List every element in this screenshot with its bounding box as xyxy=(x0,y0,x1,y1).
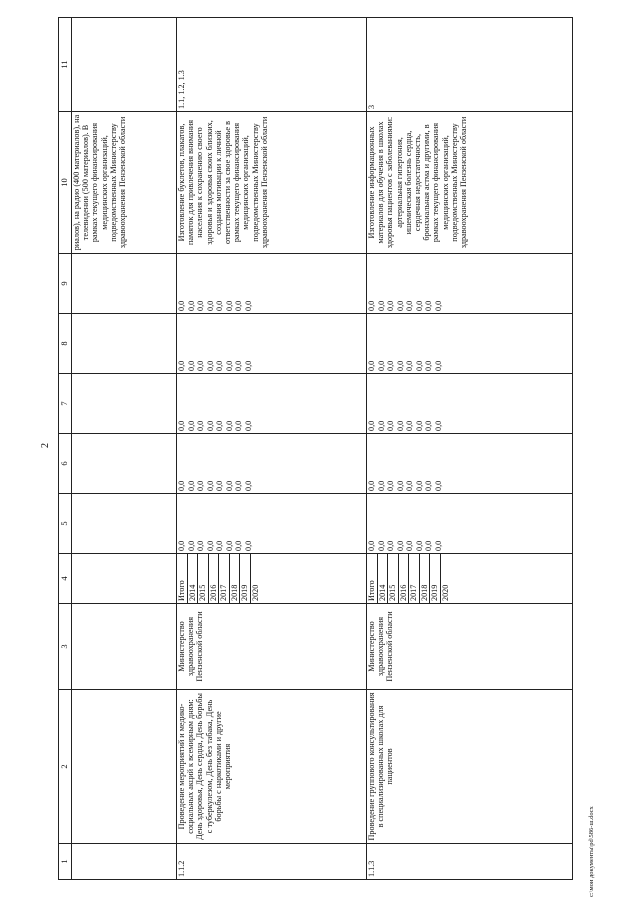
col-header-2: 2 xyxy=(59,690,72,844)
value-cell: 0,0 xyxy=(177,480,186,491)
value-cell: 0,0 xyxy=(405,360,414,371)
value-cell: 0,0 xyxy=(215,540,224,551)
expected-result: Изготовление буклетов, плакатов, памяток для привлечения внимания населения к сохранению своего здоровья и здоровья своих близких, создания мотивации к личной ответственности за свое здоровье в рамках текущего финансирования медицинских организаций, подведомственных Министерству здравоохранения Пензенской области xyxy=(177,112,367,254)
col-header-5: 5 xyxy=(59,494,72,554)
value-cell: 0,0 xyxy=(205,540,215,551)
value-cell: 0,0 xyxy=(215,360,224,371)
funding-col-6 xyxy=(367,434,573,494)
year-cell: 2017 xyxy=(219,554,230,603)
value-cell: 0,0 xyxy=(196,360,205,371)
value-cell: 0,0 xyxy=(367,480,376,491)
year-cell: 2015 xyxy=(388,554,399,603)
value-cell: 0,0 xyxy=(243,360,253,371)
value-cell: 0,0 xyxy=(224,540,234,551)
col-header-4: 4 xyxy=(59,554,72,604)
funding-col-8 xyxy=(177,314,367,374)
value-cell: 0,0 xyxy=(433,360,443,371)
col-header-8: 8 xyxy=(59,314,72,374)
year-cell: 2016 xyxy=(399,554,410,603)
value-cell: 0,0 xyxy=(215,420,224,431)
value-cell: 0,0 xyxy=(414,420,424,431)
value-cell: 0,0 xyxy=(367,360,376,371)
funding-col-6 xyxy=(177,434,367,494)
table-row xyxy=(367,18,573,880)
year-cell: 2017 xyxy=(409,554,420,603)
program-table-sheet xyxy=(58,18,570,880)
value-cell: 0,0 xyxy=(205,480,215,491)
executor: Министерство здравоохранения Пензенской области xyxy=(367,604,573,690)
value-cell: 0,0 xyxy=(186,360,196,371)
value-cell: 0,0 xyxy=(376,360,386,371)
program-table xyxy=(58,17,573,880)
value-cell: 0,0 xyxy=(414,360,424,371)
value-cell: 0,0 xyxy=(215,300,224,311)
value-cell: 0,0 xyxy=(395,420,405,431)
year-cell: 2014 xyxy=(188,554,199,603)
value-cell: 0,0 xyxy=(376,480,386,491)
value-cell: 0,0 xyxy=(186,300,196,311)
value-cell: 0,0 xyxy=(376,540,386,551)
value-cell: 0,0 xyxy=(205,360,215,371)
continuation-row xyxy=(72,18,177,880)
value-cell: 0,0 xyxy=(367,540,376,551)
value-cell: 0,0 xyxy=(414,300,424,311)
value-cell: 0,0 xyxy=(186,420,196,431)
value-cell: 0,0 xyxy=(395,360,405,371)
value-cell: 0,0 xyxy=(424,300,433,311)
years-list xyxy=(367,554,573,604)
value-cell: 0,0 xyxy=(196,420,205,431)
value-cell: 0,0 xyxy=(234,420,243,431)
funding-col-9 xyxy=(177,254,367,314)
value-cell: 0,0 xyxy=(224,300,234,311)
value-cell: 0,0 xyxy=(177,420,186,431)
value-cell: 0,0 xyxy=(243,480,253,491)
year-cell: 2018 xyxy=(230,554,241,603)
row-number: 1.1.3 xyxy=(367,844,573,880)
col-header-9: 9 xyxy=(59,254,72,314)
year-cell: 2014 xyxy=(378,554,389,603)
value-cell: 0,0 xyxy=(395,540,405,551)
value-cell: 0,0 xyxy=(196,480,205,491)
col-header-1: 1 xyxy=(59,844,72,880)
year-cell: 2016 xyxy=(209,554,220,603)
value-cell: 0,0 xyxy=(405,420,414,431)
value-cell: 0,0 xyxy=(424,420,433,431)
table-row xyxy=(177,18,367,880)
year-cell: 2020 xyxy=(250,584,260,601)
continuation-text: риалов), на радио (400 материалов), на телевидении (500 материалов). В рамках текущего финансирования медицинских организаций, подведомственных Министерству здравоохранения Пензенской области xyxy=(72,112,177,254)
value-cell: 0,0 xyxy=(234,540,243,551)
value-cell: 0,0 xyxy=(414,480,424,491)
col-header-6: 6 xyxy=(59,434,72,494)
funding-col-8 xyxy=(367,314,573,374)
value-cell: 0,0 xyxy=(405,540,414,551)
indicator-link: 3 xyxy=(367,18,573,112)
funding-col-5 xyxy=(367,494,573,554)
measure-title: Проведение группового консультирования в специализированных школах для пациентов xyxy=(367,690,573,844)
value-cell: 0,0 xyxy=(405,480,414,491)
value-cell: 0,0 xyxy=(186,540,196,551)
value-cell: 0,0 xyxy=(433,480,443,491)
row-number: 1.1.2 xyxy=(177,844,367,880)
expected-result: Изготовление информационных материалов для обучения в школах здоровья пациентов с заболеваниями: артериальная гипертония, ишемическая болезнь сердца, сердечная недостаточность, бронхиальная астма и другими, в рамках текущего финансирования медицинских организаций, подведомственных Министерству здравоохранения Пензенской области xyxy=(367,112,573,254)
value-cell: 0,0 xyxy=(414,540,424,551)
value-cell: 0,0 xyxy=(367,420,376,431)
funding-col-7 xyxy=(367,374,573,434)
value-cell: 0,0 xyxy=(386,420,395,431)
funding-col-5 xyxy=(177,494,367,554)
col-header-7: 7 xyxy=(59,374,72,434)
value-cell: 0,0 xyxy=(177,360,186,371)
value-cell: 0,0 xyxy=(433,540,443,551)
value-cell: 0,0 xyxy=(224,480,234,491)
value-cell: 0,0 xyxy=(433,420,443,431)
executor: Министерство здравоохранения Пензенской области xyxy=(177,604,367,690)
value-cell: 0,0 xyxy=(386,480,395,491)
value-cell: 0,0 xyxy=(424,360,433,371)
indicator-link: 1.1, 1.2, 1.3 xyxy=(177,18,367,112)
col-header-11: 11 xyxy=(59,18,72,112)
column-number-row xyxy=(59,18,72,880)
value-cell: 0,0 xyxy=(386,540,395,551)
value-cell: 0,0 xyxy=(395,480,405,491)
file-path-footer: c:\мои документы\рd\586-ш.docx xyxy=(588,806,595,897)
col-header-10: 10 xyxy=(59,112,72,254)
value-cell: 0,0 xyxy=(386,360,395,371)
year-cell: 2018 xyxy=(420,554,431,603)
value-cell: 0,0 xyxy=(376,420,386,431)
year-cell: 2015 xyxy=(198,554,209,603)
value-cell: 0,0 xyxy=(205,420,215,431)
value-cell: 0,0 xyxy=(424,540,433,551)
funding-col-9 xyxy=(367,254,573,314)
years-list xyxy=(177,554,367,604)
value-cell: 0,0 xyxy=(196,300,205,311)
value-cell: 0,0 xyxy=(386,300,395,311)
value-cell: 0,0 xyxy=(186,480,196,491)
value-cell: 0,0 xyxy=(224,360,234,371)
col-header-3: 3 xyxy=(59,604,72,690)
value-cell: 0,0 xyxy=(234,480,243,491)
year-cell: Итого xyxy=(367,554,378,603)
value-cell: 0,0 xyxy=(424,480,433,491)
year-cell: Итого xyxy=(177,554,188,603)
year-cell: 2020 xyxy=(440,584,450,601)
value-cell: 0,0 xyxy=(205,300,215,311)
value-cell: 0,0 xyxy=(243,540,253,551)
value-cell: 0,0 xyxy=(395,300,405,311)
value-cell: 0,0 xyxy=(177,540,186,551)
value-cell: 0,0 xyxy=(405,300,414,311)
value-cell: 0,0 xyxy=(177,300,186,311)
value-cell: 0,0 xyxy=(243,420,253,431)
value-cell: 0,0 xyxy=(243,300,253,311)
value-cell: 0,0 xyxy=(215,480,224,491)
value-cell: 0,0 xyxy=(234,360,243,371)
value-cell: 0,0 xyxy=(376,300,386,311)
value-cell: 0,0 xyxy=(196,540,205,551)
measure-title: Проведение мероприятий и медико-социальных акций к всемирным дням: День здоровья, День сердца, День борьбы с туберкулезом, День без табака, День борьбы с наркотиками и другие мероприятия xyxy=(177,690,367,844)
value-cell: 0,0 xyxy=(367,300,376,311)
value-cell: 0,0 xyxy=(433,300,443,311)
year-cell: 2019 xyxy=(430,554,441,603)
page-number: 2 xyxy=(40,443,51,448)
year-cell: 2019 xyxy=(240,554,251,603)
value-cell: 0,0 xyxy=(234,300,243,311)
funding-col-7 xyxy=(177,374,367,434)
value-cell: 0,0 xyxy=(224,420,234,431)
